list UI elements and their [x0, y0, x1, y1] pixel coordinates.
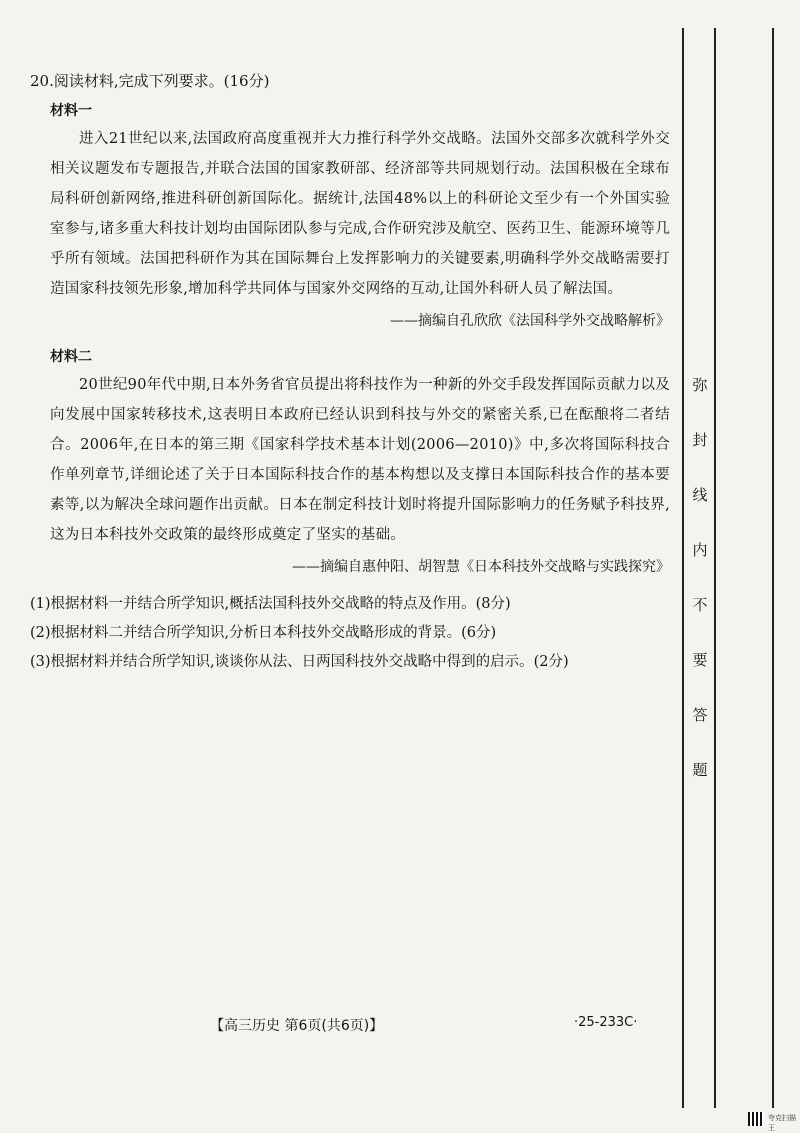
seal-char: 弥 — [692, 376, 708, 394]
seal-char: 线 — [692, 486, 708, 504]
scanner-watermark: 夸克扫描王 — [768, 1114, 796, 1132]
material2-heading: 材料二 — [50, 349, 92, 365]
seal-char: 题 — [692, 761, 708, 779]
exam-code: ·25-233C· — [574, 1015, 638, 1030]
seal-line-notice — [688, 358, 712, 798]
seal-line-strip — [672, 28, 800, 1108]
material1-text: 进入21世纪以来,法国政府高度重视并大力推行科学外交战略。法国外交部多次就科学外交相关议题发布专题报告,并联合法国的国家教研部、经济部等共同规划行动。法国积极在全球布局科研创新网络,推进科研创新国际化。据统计,法国48%以上的科研论文至少有一个外国实验室参与,诸多重大科技计划均由国际团队参与完成,合作研究涉及航空、医药卫生、能源环境等几乎所有领域。法国把科研作为其在国际舞台上发挥影响力的关键要素,明确科学外交战略需要打造国家科技领先形象,增加科学共同体与国家外交网络的互动,让国外科研人员了解法国。 — [50, 131, 670, 297]
material1-heading: 材料一 — [50, 103, 92, 119]
seal-border-line — [682, 28, 684, 1108]
seal-char: 答 — [692, 706, 708, 724]
question-title: 20.阅读材料,完成下列要求。(16分) — [30, 72, 270, 90]
seal-char: 要 — [692, 651, 708, 669]
material2-source: ——摘编自惠仲阳、胡智慧《日本科技外交战略与实践探究》 — [292, 559, 670, 575]
seal-border-line — [714, 28, 716, 1108]
qr-code-icon — [748, 1112, 764, 1126]
sub-question-3: (3)根据材料并结合所学知识,谈谈你从法、日两国科技外交战略中得到的启示。(2分) — [30, 654, 569, 670]
question-block — [30, 70, 670, 677]
seal-border-line — [772, 28, 774, 1108]
seal-char: 不 — [692, 596, 708, 614]
seal-char: 内 — [692, 541, 708, 559]
material1-source: ——摘编自孔欣欣《法国科学外交战略解析》 — [390, 313, 670, 329]
material2-text: 20世纪90年代中期,日本外务省官员提出将科技作为一种新的外交手段发挥国际贡献力以及向发展中国家转移技术,这表明日本政府已经认识到科技与外交的紧密关系,已在酝酿将二者结合。2006年,在日本的第三期《国家科学技术基本计划(2006—2010)》中,多次将国际科技合作单列章节,详细论述了关于日本国际科技合作的基本构想以及支撑日本国际科技合作的基本要素等,以为解决全球问题作出贡献。日本在制定科技计划时将提升国际影响力的任务赋予科技界,这为日本科技外交政策的最终形成奠定了坚实的基础。 — [50, 377, 670, 543]
sub-question-2: (2)根据材料二并结合所学知识,分析日本科技外交战略形成的背景。(6分) — [30, 625, 497, 641]
sub-question-1: (1)根据材料一并结合所学知识,概括法国科技外交战略的特点及作用。(8分) — [30, 596, 511, 612]
seal-char: 封 — [692, 431, 708, 449]
page-footer: 【高三历史 第6页(共6页)】 — [210, 1018, 384, 1034]
